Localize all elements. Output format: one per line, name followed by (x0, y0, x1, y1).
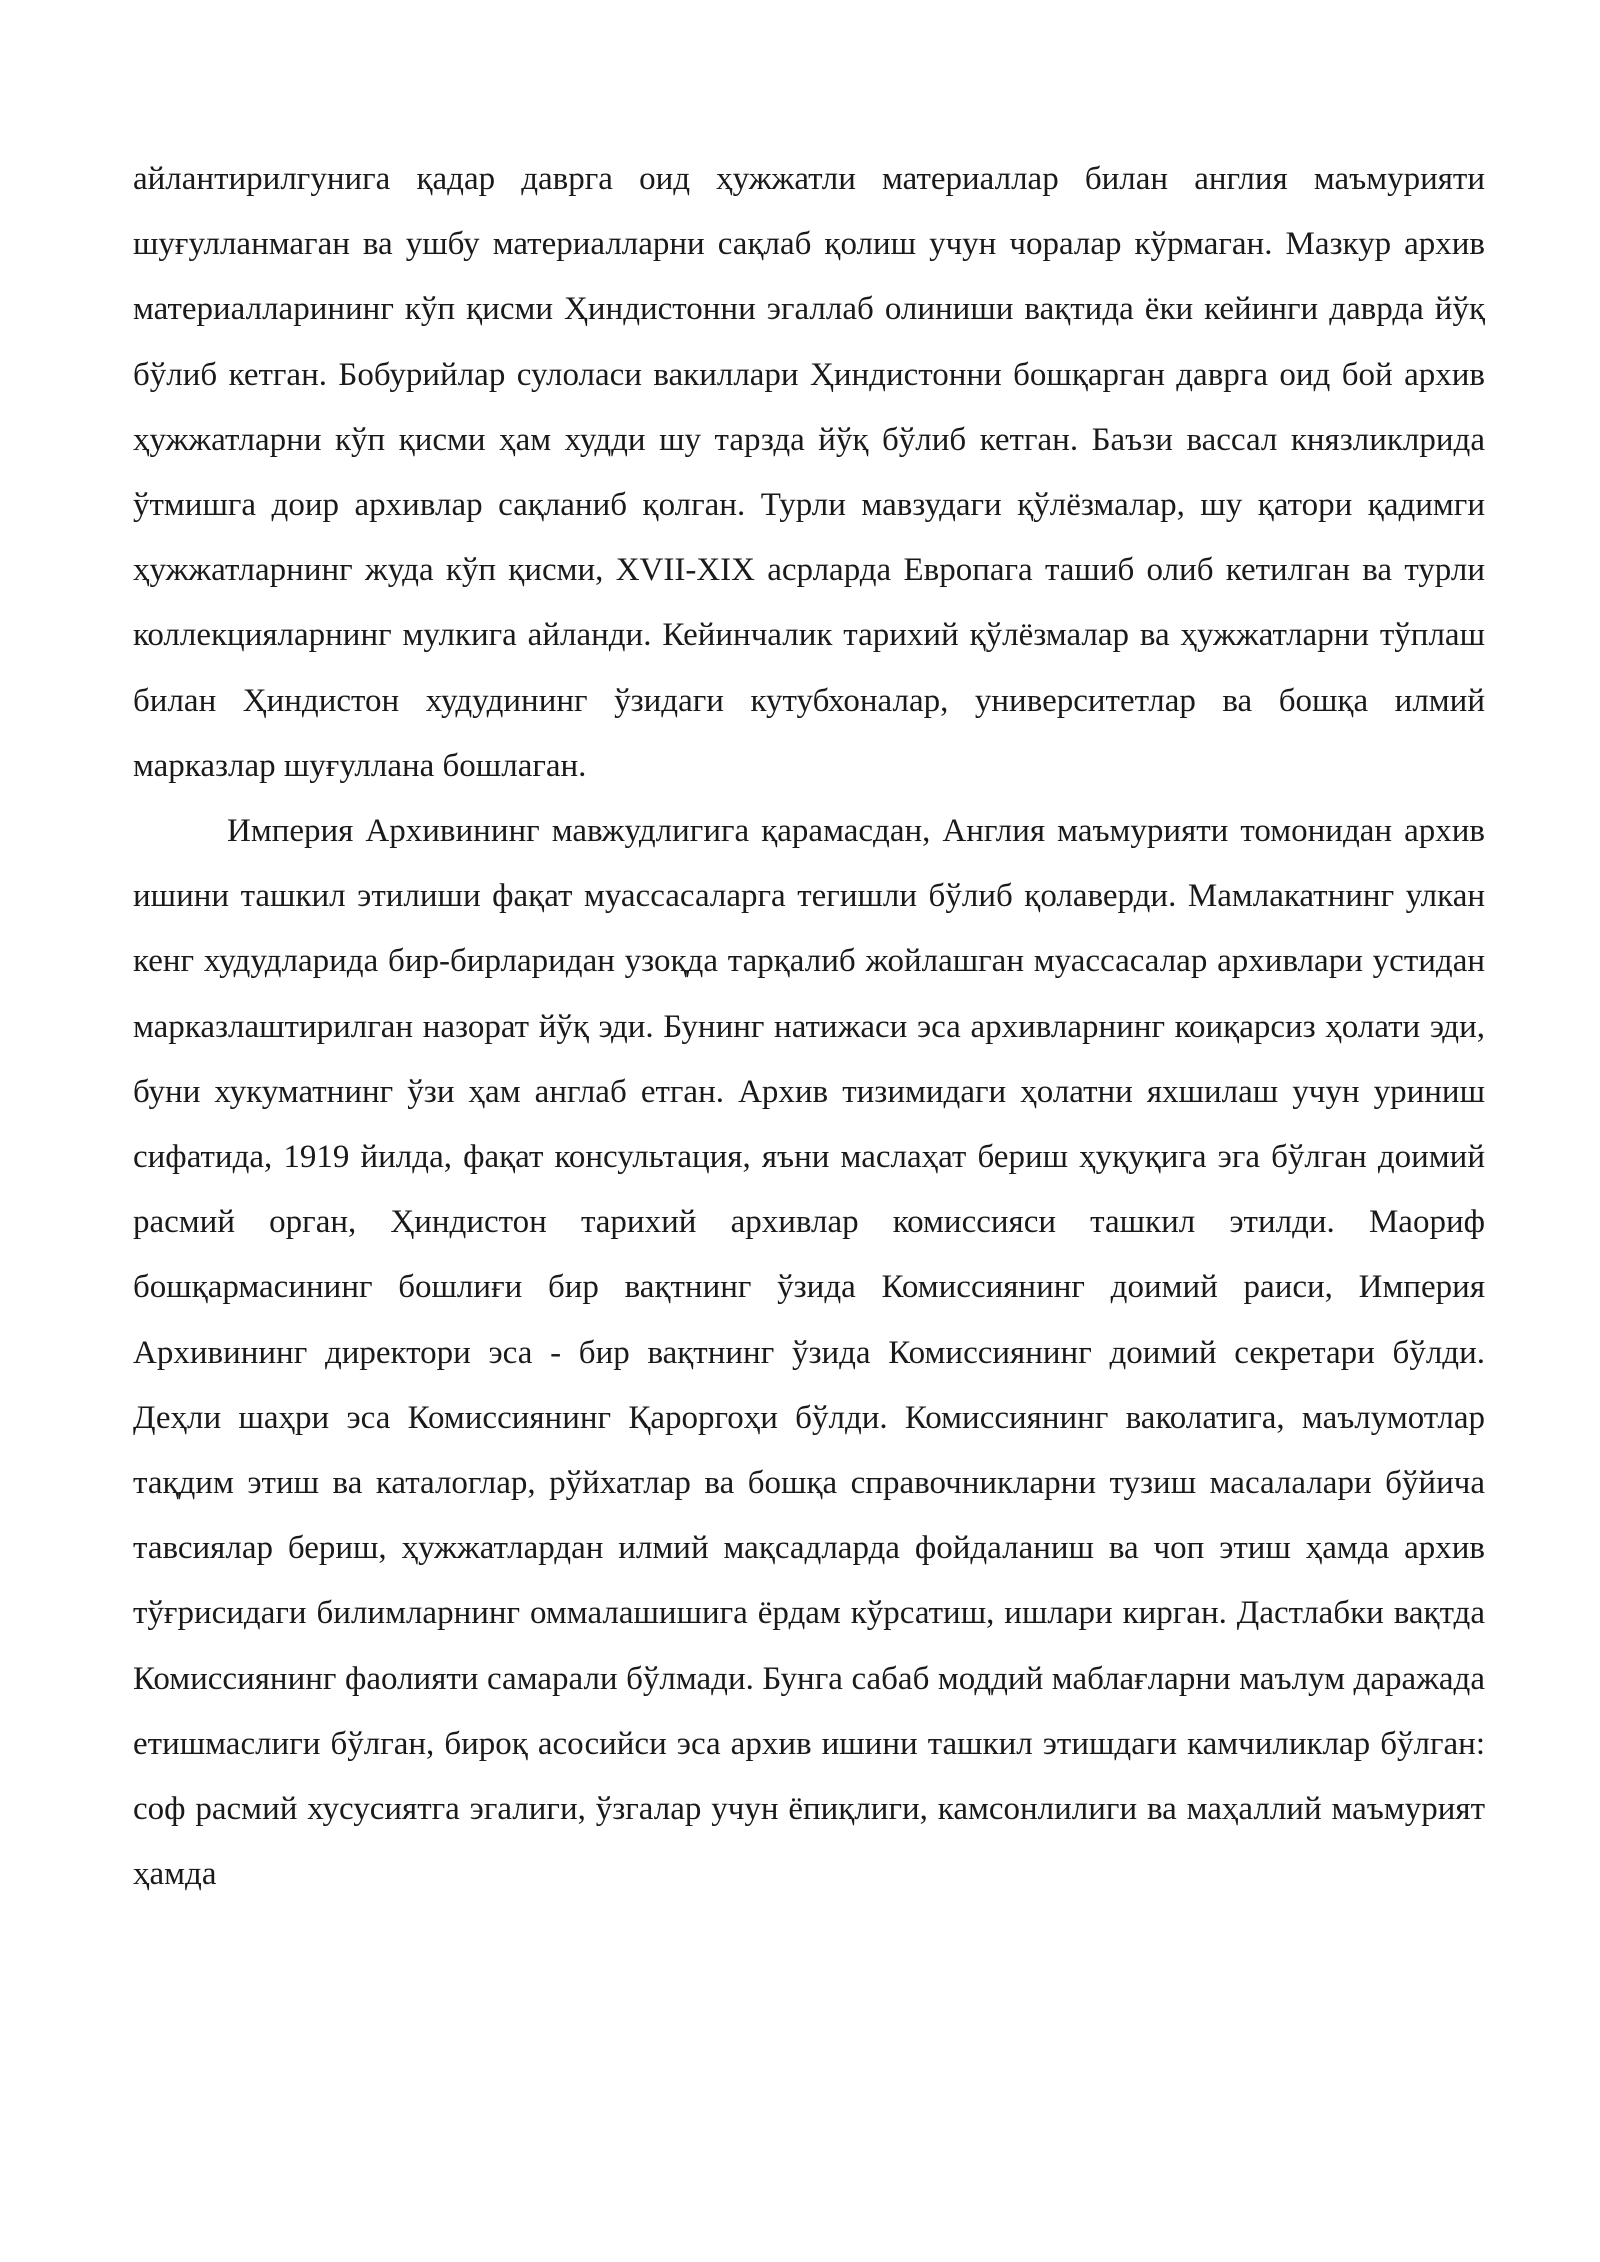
paragraph-2: Империя Архивининг мавжудлигига қарамасдан, Англия маъмурияти томонидан архив ишини ташкил этилиши фақат муассасаларга тегишли бўлиб қолаверди. Мамлакатнинг улкан кенг худудларида бир-бирларидан узоқда тарқалиб жойлашган муассасалар архивлари устидан марказлаштирилган назорат йўқ эди. Бунинг натижаси эса архивларнинг коиқарсиз ҳолати эди, буни хукуматнинг ўзи ҳам англаб етган. Архив тизимидаги ҳолатни яхшилаш учун уриниш сифатида, 1919 йилда, фақат консультация, яъни маслаҳат бериш ҳуқуқига эга бўлган доимий расмий орган, Ҳиндистон тарихий архивлар комиссияси ташкил этилди. Маориф бошқармасининг бошлиғи бир вақтнинг ўзида Комиссиянинг доимий раиси, Империя Архивининг директори эса - бир вақтнинг ўзида Комиссиянинг доимий секретари бўлди. Деҳли шаҳри эса Комиссиянинг Қароргоҳи бўлди. Комиссиянинг ваколатига, маълумотлар тақдим этиш ва каталоглар, рўйхатлар ва бошқа справочникларни тузиш масалалари бўйича тавсиялар бериш, ҳужжатлардан илмий мақсадларда фойдаланиш ва чоп этиш ҳамда архив тўғрисидаги билимларнинг оммалашишига ёрдам кўрсатиш, ишлари кирган. Дастлабки вақтда Комиссиянинг фаолияти самарали бўлмади. Бунга сабаб моддий маблағларни маълум даражада етишмаслиги бўлган, бироқ асосийси эса архив ишини ташкил этишдаги камчиликлар бўлган: соф расмий хусусиятга эгалиги, ўзгалар учун ёпиқлиги, камсонлилиги ва маҳаллий маъмурият ҳамда (133, 813, 1485, 1893)
document-body (133, 147, 1485, 1907)
paragraph-1: айлантирилгунига қадар даврга оид ҳужжатли материаллар билан англия маъмурияти шуғулланмаган ва ушбу материалларни сақлаб қолиш учун чоралар кўрмаган. Мазкур архив материалларининг кўп қисми Ҳиндистонни эгаллаб олиниши вақтида ёки кейинги даврда йўқ бўлиб кетган. Бобурийлар сулоласи вакиллари Ҳиндистонни бошқарган даврга оид бой архив ҳужжатларни кўп қисми ҳам худди шу тарзда йўқ бўлиб кетган. Баъзи вассал князликлрида ўтмишга доир архивлар сақланиб қолган. Турли мавзудаги қўлёзмалар, шу қатори қадимги ҳужжатларнинг жуда кўп қисми, XVII-XIX асрларда Европага ташиб олиб кетилган ва турли коллекцияларнинг мулкига айланди. Кейинчалик тарихий қўлёзмалар ва ҳужжатларни тўплаш билан Ҳиндистон худудининг ўзидаги кутубхоналар, университетлар ва бошқа илмий марказлар шуғуллана бошлаган. (133, 161, 1485, 784)
